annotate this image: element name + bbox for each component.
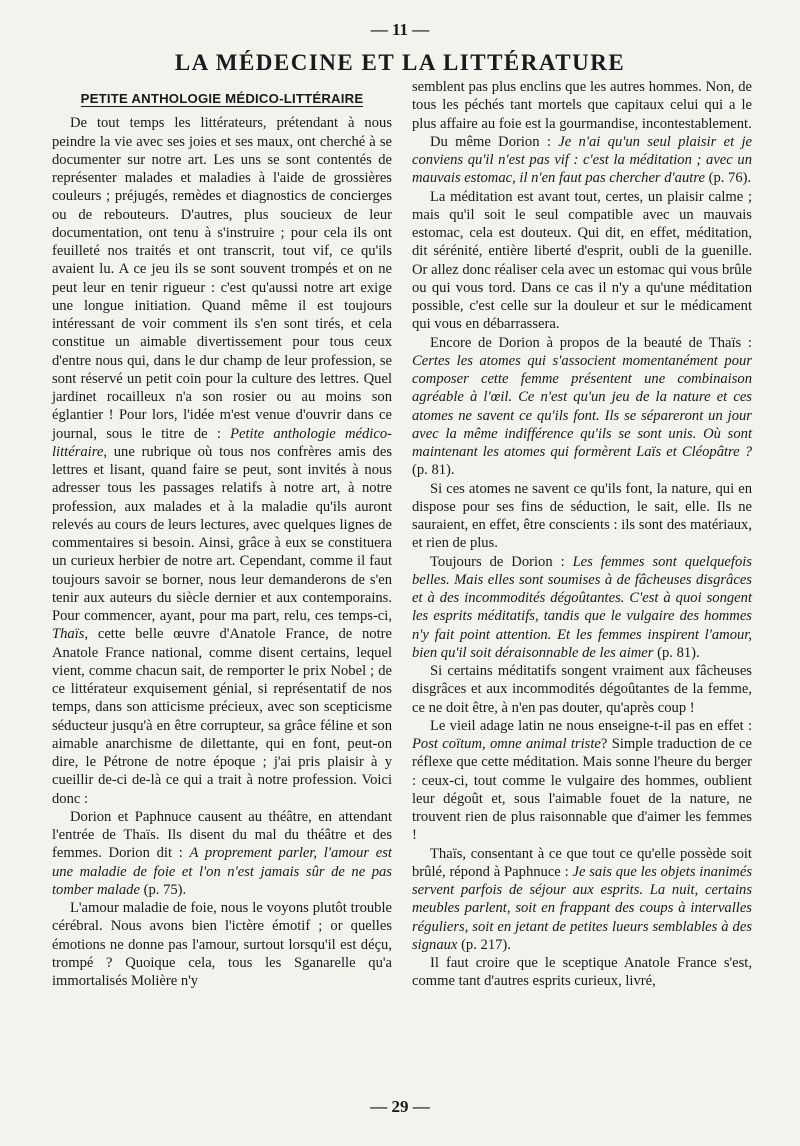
paragraph: Si ces atomes ne savent ce qu'ils font, la nature, qui en dispose pour ses fins de séduction, le sait, elle. Ils ne sauraient, en effet, être conscients : ils sont des matériaux, et rien de plus. [412, 480, 752, 552]
paragraph: Du même Dorion : Je n'ai qu'un seul plaisir et je conviens qu'il n'est pas vif : c'est la méditation ; avec un mauvais estomac, il n'en faut pas chercher d'autre (p. 76). [412, 133, 752, 187]
paragraph: semblent pas plus enclins que les autres hommes. Non, de tous les péchés tant mortels que capitaux celui qui a le plus affaire au foie est la gourmandise, incontestablement. [412, 79, 752, 132]
paragraph: Toujours de Dorion : Les femmes sont quelquefois belles. Mais elles sont soumises à de fâcheuses disgrâces et à des incommodités dégoûtantes. C'est à quoi songent les esprits méditatifs, tandis que le vulgaire des hommes n'y fait point attention. Et les femmes inspirent l'amour, bien qu'il soit déraisonnable de les aimer (p. 81). [412, 553, 752, 661]
paragraph: Thaïs, consentant à ce que tout ce qu'elle possède soit brûlé, répond à Paphnuce : Je sais que les objets inanimés servent parfois de séjour aux esprits. La nuit, certains meubles parlent, soit en frappant des coups à intervalles réguliers, soit en jetant de petites lueurs semblables à des signaux (p. 217). [412, 845, 752, 953]
paragraph: La méditation est avant tout, certes, un plaisir calme ; mais qu'il soit le seul compatible avec un mauvais estomac, cela est douteux. Qui dit, en effet, méditation, dit sérénité, entière liberté d'esprit, oubli de la guenille. Or allez donc réaliser cela avec un estomac qui vous brûle ou qui vous tord. Dans ce cas il n'y a qu'une méditation possible, c'est celle sur la douleur et sur le médicament qui vous en débarrassera. [412, 188, 752, 333]
page-folio-top: — 11 — [370, 20, 430, 39]
paragraph: Encore de Dorion à propos de la beauté de Thaïs : Certes les atomes qui s'associent momentanément pour composer cette femme présentent une combinaison agréable à l'œil. Ce n'est qu'un jeu de la nature et ces atomes ne savent ce qu'ils font. Ils se sépareront un jour avec la même indifférence qu'ils se sont unis. Où sont maintenant les atomes qui formèrent Laïs et Cléopâtre ? (p. 81). [412, 334, 752, 479]
paragraph: L'amour maladie de foie, nous le voyons plutôt trouble cérébral. Nous avons bien l'ictère émotif ; or quelles émotions ne donne pas l'amour, surtout lorsqu'il est déçu, trompé ? Quoique cela, tous les Sganarelle qu'a immortalisés Molière n'y [52, 900, 392, 989]
page-folio-bottom: — 29 — [370, 1097, 430, 1116]
paragraph: Il faut croire que le sceptique Anatole France s'est, comme tant d'autres esprits curieux, livré, [412, 955, 752, 990]
left-column [52, 90, 392, 990]
right-column [412, 78, 752, 991]
paragraph: Si certains méditatifs songent vraiment aux fâcheuses disgrâces et aux incommodités dégoûtantes de la femme, ce ne doit être, à n'en pas douter, qu'après coup ! [412, 663, 752, 716]
paragraph: De tout temps les littérateurs, prétendant à nous peindre la vie avec ses joies et ses maux, ont cherché à se documenter sur notre art. Les uns se sont contentés de représenter malades et maladies à l'aide de grossières couleurs ; préjugés, remèdes et diagnostics de concierges ou de rebouteurs. D'autres, plus soucieux de leur documentation, ont tenu à s'instruire ; pour cela ils ont feuilleté nos traités et ont transcrit, tout vif, ce qu'ils avaient lu. A ce jeu ils se sont souvent trompés et on ne peut leur en tenir rigueur : c'est qu'aussi notre art exige une longue initiation. Quand même il est toujours intéressant de voir comment ils s'en sont tirés, et cela constitue un aimable divertissement pour tous ceux d'entre nous qui, dans le dur champ de leur profession, se sont réservé un petit coin pour la culture des lettres. Quel jardinet rocailleux n'a son rosier ou au moins son églantier ! Pour lors, l'idée m'est venue d'ouvrir dans ce journal, sous le titre de : Petite anthologie médico-littéraire, une rubrique où tous nos confrères amis des lettres et lisant, quand faire se peut, sont invités à nous adresser tous les passages relatifs à notre art, à notre profession, aux malades et à la maladie qu'ils auront relevés au cours de leurs lectures, avec quelques lignes de commentaires si besoin. Ainsi, grâce à eux se constituera un curieux herbier de notre art. Cependant, comme il faut toujours savoir se borner, nous leur demanderons de s'en tenir aux auteurs du siècle dernier et aux contemporains. Pour commencer, ayant, pour ma part, relu, ces temps-ci, Thaïs, cette belle œuvre d'Anatole France, de notre Anatole France national, comme disent certains, lequel vient, comme chacun sait, de remporter le prix Nobel ; de ce littérateur exquisement génial, si représentatif de nos temps, dans son atticisme précieux, avec son scepticisme séducteur jusqu'à en être corrupteur, sa grâce féline et son aimable anarchisme de dilettante, qui en font, peut-on dire, le Pétrone de notre époque ; j'ai pris plaisir à y cueillir de-ci de-là ce qui a trait à notre profession. Voici donc : [52, 115, 392, 807]
section-title-text: PETITE ANTHOLOGIE MÉDICO-LITTÉRAIRE [80, 91, 364, 106]
section-title [52, 90, 392, 108]
paragraph: Dorion et Paphnuce causent au théâtre, en attendant l'entrée de Thaïs. Ils disent du mal du théâtre et des femmes. Dorion dit : A proprement parler, l'amour est une maladie de foie et l'on n'est jamais sûr de ne pas tomber malade (p. 75). [52, 808, 392, 898]
page-title: LA MÉDECINE ET LA LITTÉRATURE [174, 50, 626, 75]
paragraph: Le vieil adage latin ne nous enseigne-t-il pas en effet : Post coïtum, omne animal triste? Simple traduction de ce réflexe que cette méditation. Mais sonne l'heure du berger : ceux-ci, tout comme le vulgaire des hommes, oublient leur dégoût et, sous l'aimable fouet de la nature, ne trouvent rien de plus raisonnable que d'aimer les femmes ! [412, 717, 752, 844]
